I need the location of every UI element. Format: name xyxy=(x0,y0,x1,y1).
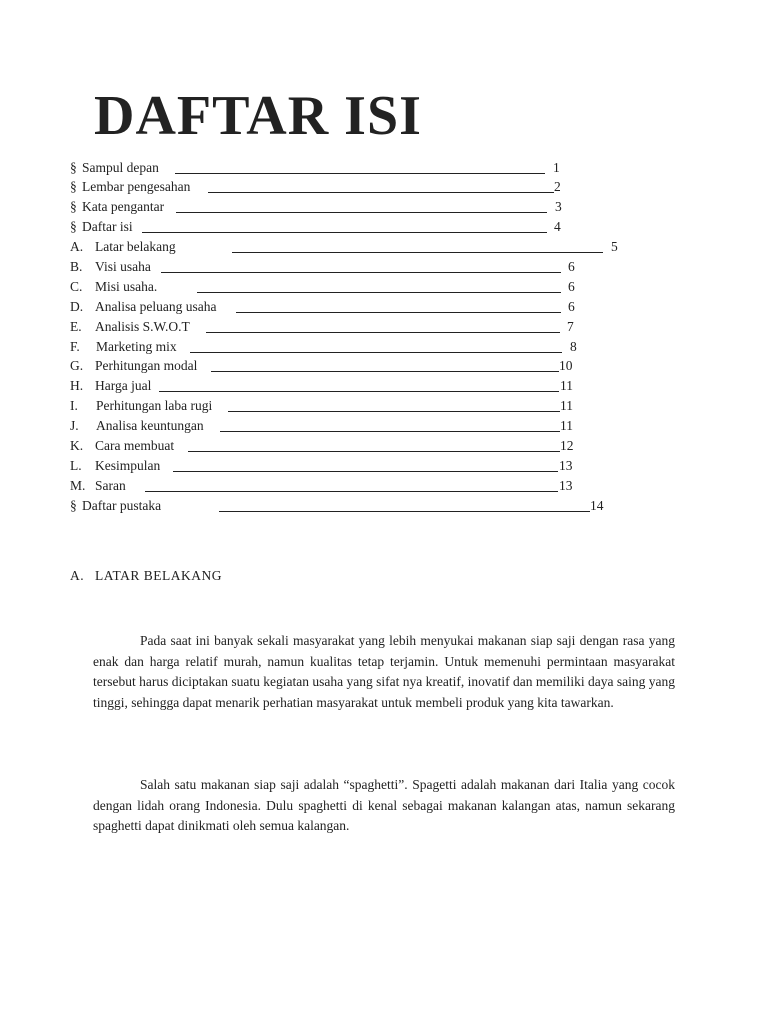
toc-entry-page: 11 xyxy=(560,418,573,433)
toc-entry-marker: G. xyxy=(70,358,84,373)
toc-entry-label: Sampul depan xyxy=(82,160,159,175)
toc-entry-label: Daftar pustaka xyxy=(82,498,162,513)
toc-entry-page: 1 xyxy=(553,160,560,175)
toc-entry-label: Marketing mix xyxy=(96,339,177,354)
toc-leader-line xyxy=(208,192,554,193)
paragraph-1: Pada saat ini banyak sekali masyarakat yang lebih menyukai makanan siap saji dengan rasa yang enak dan harga relatif murah, namun kualitas tetap terjamin. Untuk memenuhi permintaan masyarakat tersebut harus diciptakan suatu kegiatan usaha yang sifat nya kreatif, inovatif dan memiliki daya saing yang tinggi, sehingga dapat menarik perhatian masyarakat untuk membeli produk yang kita tawarkan. xyxy=(93,633,675,710)
toc-entry-marker: § xyxy=(70,498,77,513)
toc-entry-label: Perhitungan modal xyxy=(95,358,198,373)
toc-entry-page: 4 xyxy=(554,219,561,234)
toc-leader-line xyxy=(173,471,558,472)
toc-entry-label: Latar belakang xyxy=(95,239,176,254)
toc-entry-page: 6 xyxy=(568,259,575,274)
toc-entry-marker: H. xyxy=(70,378,84,393)
toc-entry-label: Analisa peluang usaha xyxy=(95,299,217,314)
toc-entry-page: 11 xyxy=(560,378,573,393)
toc-entry-label: Analisa keuntungan xyxy=(96,418,204,433)
toc-leader-line xyxy=(232,252,603,253)
toc-entry-marker: § xyxy=(70,160,77,175)
toc-leader-line xyxy=(211,371,559,372)
toc-leader-line xyxy=(142,232,547,233)
toc-leader-line xyxy=(176,212,547,213)
toc-leader-line xyxy=(219,511,590,512)
toc-entry-marker: I. xyxy=(70,398,78,413)
toc-entry-page: 10 xyxy=(559,358,573,373)
toc-entry-label: Perhitungan laba rugi xyxy=(96,398,213,413)
toc-leader-line xyxy=(145,491,558,492)
toc-entry-marker: M. xyxy=(70,478,86,493)
toc-leader-line xyxy=(190,352,562,353)
toc-leader-line xyxy=(236,312,561,313)
toc-entry-page: 6 xyxy=(568,279,575,294)
toc-entry-page: 3 xyxy=(555,199,562,214)
toc-entry-label: Analisis S.W.O.T xyxy=(95,319,190,334)
toc-entry-marker: E. xyxy=(70,319,82,334)
paragraph-2: Salah satu makanan siap saji adalah “spaghetti”. Spagetti adalah makanan dari Italia yang cocok dengan lidah orang Indonesia. Dulu spaghetti di kenal sebagai makanan kalangan atas, namun sekarang spaghetti dapat dinikmati oleh semua kalangan. xyxy=(93,777,675,833)
toc-entry-page: 13 xyxy=(559,458,573,473)
toc-leader-line xyxy=(175,173,545,174)
toc-entry-page: 13 xyxy=(559,478,573,493)
toc-entry-label: Visi usaha xyxy=(95,259,151,274)
toc-leader-line xyxy=(161,272,561,273)
toc-leader-line xyxy=(188,451,560,452)
toc-entry-page: 6 xyxy=(568,299,575,314)
toc-entry-page: 11 xyxy=(560,398,573,413)
toc-leader-line xyxy=(197,292,561,293)
page-title: DAFTAR ISI xyxy=(94,85,422,147)
toc-entry-marker: § xyxy=(70,199,77,214)
section-heading xyxy=(70,568,222,584)
toc-entry-label: Kata pengantar xyxy=(82,199,165,214)
toc-entry-page: 12 xyxy=(560,438,574,453)
toc-entry-marker: B. xyxy=(70,259,83,274)
toc-entry-page: 14 xyxy=(590,498,604,513)
toc-leader-line xyxy=(206,332,560,333)
toc-entry-marker: A. xyxy=(70,239,84,254)
toc-entry-marker: K. xyxy=(70,438,84,453)
toc-entry-page: 7 xyxy=(567,319,574,334)
section-marker: A. xyxy=(70,568,85,583)
section-heading-text: LATAR BELAKANG xyxy=(95,568,223,583)
toc-entry-label: Saran xyxy=(95,478,126,493)
toc-entry-marker: J. xyxy=(70,418,79,433)
toc-entry-label: Lembar pengesahan xyxy=(82,179,191,194)
toc-entry-marker: D. xyxy=(70,299,84,314)
toc-entry-label: Kesimpulan xyxy=(95,458,161,473)
toc-entry-marker: F. xyxy=(70,339,80,354)
toc-entry-page: 8 xyxy=(570,339,577,354)
toc-leader-line xyxy=(228,411,560,412)
toc-entry-label: Harga jual xyxy=(95,378,152,393)
toc-entry-page: 2 xyxy=(554,179,561,194)
toc-entry-label: Misi usaha. xyxy=(95,279,158,294)
toc-entry-marker: L. xyxy=(70,458,82,473)
toc-entry-marker: § xyxy=(70,219,77,234)
toc-leader-line xyxy=(220,431,560,432)
toc-leader-line xyxy=(159,391,559,392)
toc-entry-label: Daftar isi xyxy=(82,219,133,234)
toc-entry-label: Cara membuat xyxy=(95,438,175,453)
toc-entry-marker: § xyxy=(70,179,77,194)
toc-entry-page: 5 xyxy=(611,239,618,254)
toc-entry-marker: C. xyxy=(70,279,83,294)
